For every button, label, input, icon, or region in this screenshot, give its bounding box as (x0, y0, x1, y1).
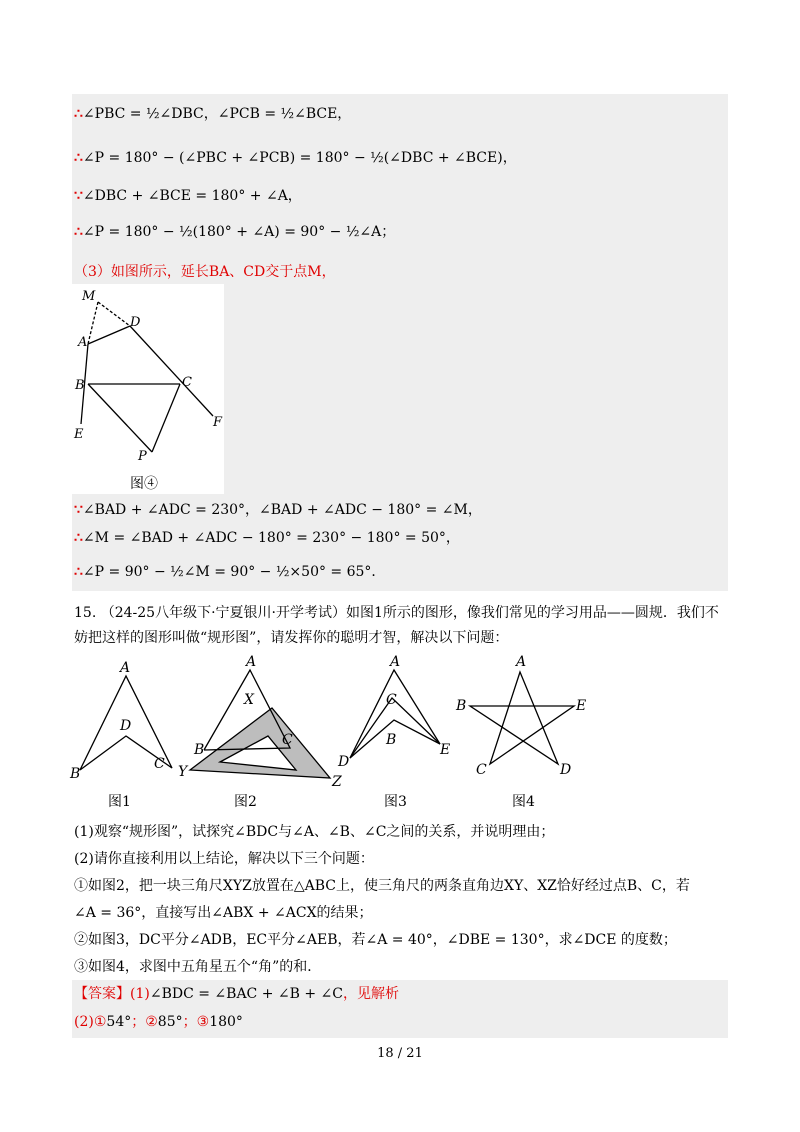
label-b: B (75, 378, 85, 393)
question-2a-cont (74, 903, 373, 923)
fig3-label-d: D (338, 754, 350, 770)
therefore-symbol: ∵ (74, 188, 83, 204)
solution-line-6 (74, 528, 460, 548)
figure-3 (337, 654, 450, 770)
figure-1 (69, 660, 172, 782)
solution-text-body: ∠DBC + ∠BCE = 180° + ∠A， (82, 188, 302, 204)
page-number: 18 / 21 (377, 1046, 423, 1061)
label-c: C (182, 375, 192, 390)
fig4-caption: 图4 (512, 794, 535, 810)
solution-line-1 (74, 104, 351, 124)
figures-row (68, 650, 608, 820)
solution-text (74, 224, 395, 240)
fig1-label-c: C (154, 756, 165, 772)
fig3-caption: 图3 (384, 794, 407, 810)
solution-text-body: ∠P = 180° − ½(180° + ∠A) = 90° − ½∠A； (82, 224, 396, 240)
fig4-label-a: A (516, 654, 527, 670)
figure-caption: 图④ (130, 476, 158, 492)
label-m: M (82, 289, 96, 304)
solution-figure (72, 284, 224, 494)
solution-text-body: ∠BAD + ∠ADC = 230°，∠BAD + ∠ADC − 180° = ∠M， (82, 502, 482, 518)
solution-text (74, 502, 482, 518)
answer-1-formula: ∠BDC = ∠BAC + ∠B + ∠C (149, 986, 343, 1002)
question-2b (74, 930, 677, 950)
therefore-symbol: ∵ (74, 502, 83, 518)
fig2-label-c: C (282, 732, 293, 748)
therefore-symbol: ∴ (74, 564, 83, 580)
label-e: E (74, 427, 84, 442)
answer-2-1-value: 54° (106, 1014, 132, 1030)
answer-2-2-marker: ；② (131, 1014, 158, 1030)
answer-2-2-value: 85° (157, 1014, 183, 1030)
question-2a-text: ①如图2，把一块三角尺XYZ放置在△ABC上，使三角尺的两条直角边XY、XZ恰好经过点B、C，若 (74, 878, 690, 894)
figure-2 (178, 654, 342, 790)
answer-line-2 (74, 1012, 243, 1032)
fig2-caption: 图2 (234, 794, 257, 810)
fig4-label-e: E (576, 698, 587, 714)
solution-text (74, 188, 302, 204)
fig1-label-d: D (120, 718, 132, 734)
label-p: P (138, 449, 147, 464)
solution-text-body: ∠PBC = ½∠DBC，∠PCB = ½∠BCE， (82, 106, 352, 122)
question-2a (74, 876, 690, 896)
solution-line-5 (74, 500, 482, 520)
solution-text-body: ∠P = 180° − (∠PBC + ∠PCB) = 180° − ½(∠DBC + ∠BCE)， (82, 150, 517, 166)
fig4-label-b: B (456, 698, 467, 714)
fig2-label-z: Z (332, 774, 342, 790)
question-2a-text-cont: ∠A = 36°，直接写出∠ABX + ∠ACX的结果； (74, 905, 373, 921)
solution-line-7 (74, 562, 385, 582)
answer-2-3-marker: ；③ (182, 1014, 210, 1030)
figure-4 (455, 654, 586, 778)
fig1-label-b: B (70, 766, 81, 782)
question-2 (74, 849, 374, 869)
question-2c-text: ③如图4，求图中五角星五个“角”的和． (74, 959, 322, 975)
problem-number: 15. (74, 605, 97, 621)
answer-1-prefix: (1) (130, 986, 150, 1002)
label-f: F (213, 415, 223, 430)
therefore-symbol: ∴ (74, 150, 83, 166)
fig4-label-c: C (476, 762, 487, 778)
therefore-symbol: ∴ (74, 106, 83, 122)
solution-text (74, 106, 351, 122)
solution-text-body: ∠M = ∠BAD + ∠ADC − 180° = 230° − 180° = 50°， (82, 530, 460, 546)
fig2-label-y: Y (178, 764, 188, 780)
fig3-label-c: C (386, 692, 397, 708)
problem-text-2: 妨把这样的图形叫做“规形图”，请发挥你的聪明才智，解决以下问题： (74, 630, 509, 646)
problem-header (74, 603, 719, 623)
question-1-text: (1)观察“规形图”，试探究∠BDC与∠A、∠B、∠C之间的关系，并说明理由； (74, 824, 555, 840)
fig2-label-b: B (194, 742, 205, 758)
part3-text: （3）如图所示，延长BA、CD交于点M， (74, 264, 336, 280)
therefore-symbol: ∴ (74, 224, 83, 240)
label-a: A (78, 335, 88, 350)
fig2-label-x: X (244, 692, 254, 708)
answer-2-prefix: (2) (74, 1014, 94, 1030)
question-2b-text: ②如图3，DC平分∠ADB，EC平分∠AEB，若∠A = 40°，∠DBE = 130°，求∠DCE 的度数； (74, 932, 677, 948)
label-d: D (130, 315, 141, 330)
problem-text-1: 如图1所示的图形，像我们常见的学习用品——圆规．我们不 (345, 605, 719, 621)
fig2-label-a: A (246, 654, 257, 670)
fig3-label-b: B (386, 732, 397, 748)
solution-text (74, 564, 385, 580)
fig1-label-a: A (120, 660, 131, 676)
answer-line-1 (74, 984, 399, 1004)
fig4-label-d: D (560, 762, 572, 778)
solution-text-body: ∠P = 90° − ½∠M = 90° − ½×50° = 65°． (82, 564, 386, 580)
solution-text (74, 530, 460, 546)
solution-text (74, 150, 517, 166)
question-2-text: (2)请你直接利用以上结论，解决以下三个问题： (74, 851, 374, 867)
problem-source: （24-25八年级下·宁夏银川·开学考试） (100, 605, 346, 621)
question-2c (74, 957, 321, 977)
solution-line-4 (74, 222, 395, 242)
solution-line-2 (74, 148, 517, 168)
solution-part-3 (74, 262, 336, 282)
answer-2-1-marker: ① (93, 1014, 107, 1030)
problem-text-line-2 (74, 628, 508, 648)
question-1 (74, 822, 554, 842)
fig3-label-a: A (390, 654, 401, 670)
therefore-symbol: ∴ (74, 530, 83, 546)
answer-2-3-value: 180° (209, 1014, 243, 1030)
fig1-caption: 图1 (108, 794, 131, 810)
fig3-label-e: E (440, 742, 451, 758)
solution-line-3 (74, 186, 302, 206)
answer-label: 【答案】 (74, 986, 130, 1002)
answer-1-suffix: ，见解析 (343, 986, 399, 1002)
